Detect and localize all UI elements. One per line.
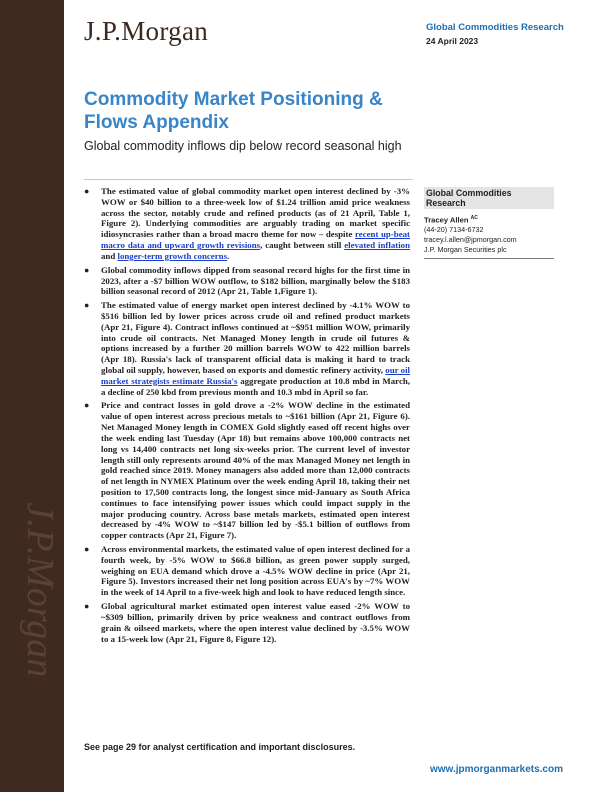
bullet-environmental: ● Across environmental markets, the estimated value of open interest declined for a fourth week, by -5% WOW to $66.8 billion, as green power supply surged, weighing on EUA demand which drove a -4.5% WOW decline in price (Apr 21, Figure 5). Investors increased their net long position across EUA's by ~7% WOW in the week of 14 April to a five-week high and look to have reduced length since. bbox=[84, 544, 410, 598]
analyst-phone: (44-20) 7134-6732 bbox=[424, 224, 484, 234]
link-oil-strategists[interactable]: our oil market strategists estimate Russia's bbox=[101, 365, 410, 386]
link-elevated-inflation[interactable]: elevated inflation bbox=[344, 240, 411, 251]
department-label: Global Commodities Research bbox=[426, 22, 564, 33]
summary-body bbox=[84, 186, 410, 647]
bullet-metals: ● Price and contract losses in gold drove a -2% WOW decline in the estimated value of open interest across precious metals to ~$161 billion (Apr 21, Figure 6). Net Managed Money length in COMEX Gold slightly eased off recent highs over the week ending last Tuesday (Apr 18) but remains above 100,000 contracts net long vs 14,400 contracts net long six-weeks prior. The current level of investor length still only represents around 40% of the max Managed Money net length in gold reached since 2019. Money managers also added more than 12,000 contracts of net length in NYMEX Platinum over the week ending April 18, taking their net position to 17,500 contracts long, the longest since mid-January as South Africa continues to face intensifying power issues which could impact supply in the major producing country. Across base metals markets, estimated open interest decreased by -4% WOW to ~$147 billion led by -$5.1 billion of outflows from copper contracts (Apr 21, Figure 7). bbox=[84, 400, 410, 541]
analyst-name: Tracey Allen $^{AC}$ bbox=[424, 215, 478, 225]
title-divider bbox=[84, 179, 413, 180]
disclosure-note: See page 29 for analyst certification and important disclosures. bbox=[84, 742, 356, 752]
bullet-inflows: ● Global commodity inflows dipped from seasonal record highs for the first time in 2023, after a -$7 billion WOW outflow, to $182 billion, marginally below the $183 billion seasonal record of 2012 (Apr 21, Table 1,Figure 1). bbox=[84, 264, 410, 297]
link-macro-data[interactable]: recent up-beat macro data and upward growth revisions bbox=[101, 229, 411, 251]
bullet-dot-icon: ● bbox=[84, 601, 90, 612]
jpmorgan-logo: J.P.Morgan bbox=[84, 16, 209, 46]
analyst-email[interactable]: tracey.l.allen@jpmorgan.com bbox=[424, 234, 517, 244]
analyst-box bbox=[424, 187, 554, 259]
analyst-cert-mark: AC bbox=[470, 215, 478, 221]
link-growth-concerns[interactable]: longer-term growth concerns bbox=[117, 250, 228, 261]
analyst-box-title: Global Commodities Research bbox=[424, 187, 554, 209]
bullet-dot-icon: ● bbox=[84, 186, 90, 196]
bullet-dot-icon: ● bbox=[84, 300, 90, 311]
page-subtitle: Global commodity inflows dip below record seasonal high bbox=[84, 139, 402, 153]
report-date: 24 April 2023 bbox=[426, 36, 479, 46]
jpmorgan-watermark: J.P.Morgan bbox=[19, 502, 61, 678]
bullet-agricultural: ● Global agricultural market estimated open interest value eased -2% WOW to ~$309 billion, primarily driven by price weakness and contract outflows from grain & oilseed markets, where the open interest value declined by -3.5% WOW to a 15-week low (Apr 21, Figure 8, Figure 12). bbox=[84, 601, 410, 644]
bullet-open-interest: ● The estimated value of global commodity market open interest declined by -3% WOW or $40 billion to a three-week low of $1.24 trillion amid price weakness across the sector, notably crude and refined products (as of 21 April, Table 1, Figure 2). Underlying commodities are arguably trading on market specific idiosyncrasies rather than a broad macro theme for now – despite recent up-beat macro data and upward growth revisions, caught between still elevated inflation and longer-term growth concerns. bbox=[84, 186, 411, 261]
website-link[interactable]: www.jpmorganmarkets.com bbox=[430, 764, 563, 775]
analyst-box-divider bbox=[424, 258, 554, 259]
left-sidebar-band bbox=[0, 0, 64, 792]
bullet-dot-icon: ● bbox=[84, 400, 90, 411]
page-title: Commodity Market Positioning & Flows Appendix bbox=[84, 89, 383, 133]
header-meta bbox=[426, 22, 564, 46]
bullet-energy: ● The estimated value of energy market open interest declined by -4.1% WOW to $516 billion led by lower prices across crude oil and refined product markets (Apr 21, Figure 4). Contract inflows continued at ~$951 million WOW, primarily into crude oil contracts. Net Managed Money length in crude oil futures & options increased by a further 20 million barrels WOW to 422 million barrels (Apr 18). Russia's lack of transparent official data is making it hard to track global oil supply, however, based on exports and domestic refinery activity, our oil market strategists estimate Russia's aggregate production at 10.8 mbd in March, a decline of 250 kbd from previous month and 10.3 mbd in April so far. bbox=[84, 300, 411, 397]
analyst-firm: J.P. Morgan Securities plc bbox=[424, 244, 507, 254]
bullet-dot-icon: ● bbox=[84, 264, 90, 275]
bullet-dot-icon: ● bbox=[84, 544, 90, 554]
